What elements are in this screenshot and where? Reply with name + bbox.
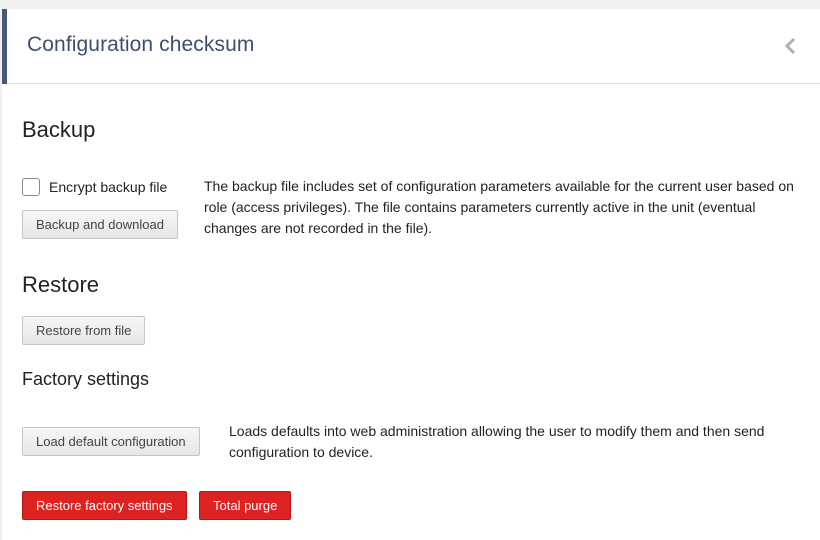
encrypt-backup-row <box>22 178 167 196</box>
panel-header <box>2 9 820 84</box>
factory-settings-heading: Factory settings <box>22 369 150 389</box>
encrypt-backup-checkbox[interactable] <box>22 178 40 196</box>
backup-heading: Backup <box>22 117 96 142</box>
backup-and-download-button[interactable]: Backup and download <box>22 210 178 239</box>
encrypt-backup-label[interactable]: Encrypt backup file <box>49 179 168 195</box>
restore-from-file-button[interactable]: Restore from file <box>22 316 145 345</box>
restore-factory-settings-button[interactable]: Restore factory settings <box>22 491 187 520</box>
header-accent-bar <box>2 9 7 84</box>
backup-description: The backup file includes set of configuration parameters available for the current user based on role (access privileges). The file contains parameters currently active in the unit (eventual changes are not recorded in the file). <box>204 178 794 236</box>
factory-description: Loads defaults into web administration allowing the user to modify them and then send configuration to device. <box>229 423 765 460</box>
chevron-left-icon[interactable] <box>781 36 801 56</box>
restore-heading: Restore <box>22 272 100 297</box>
total-purge-button[interactable]: Total purge <box>199 491 291 520</box>
configuration-panel <box>2 9 820 540</box>
load-default-configuration-button[interactable]: Load default configuration <box>22 427 200 456</box>
page-title: Configuration checksum <box>27 33 255 56</box>
